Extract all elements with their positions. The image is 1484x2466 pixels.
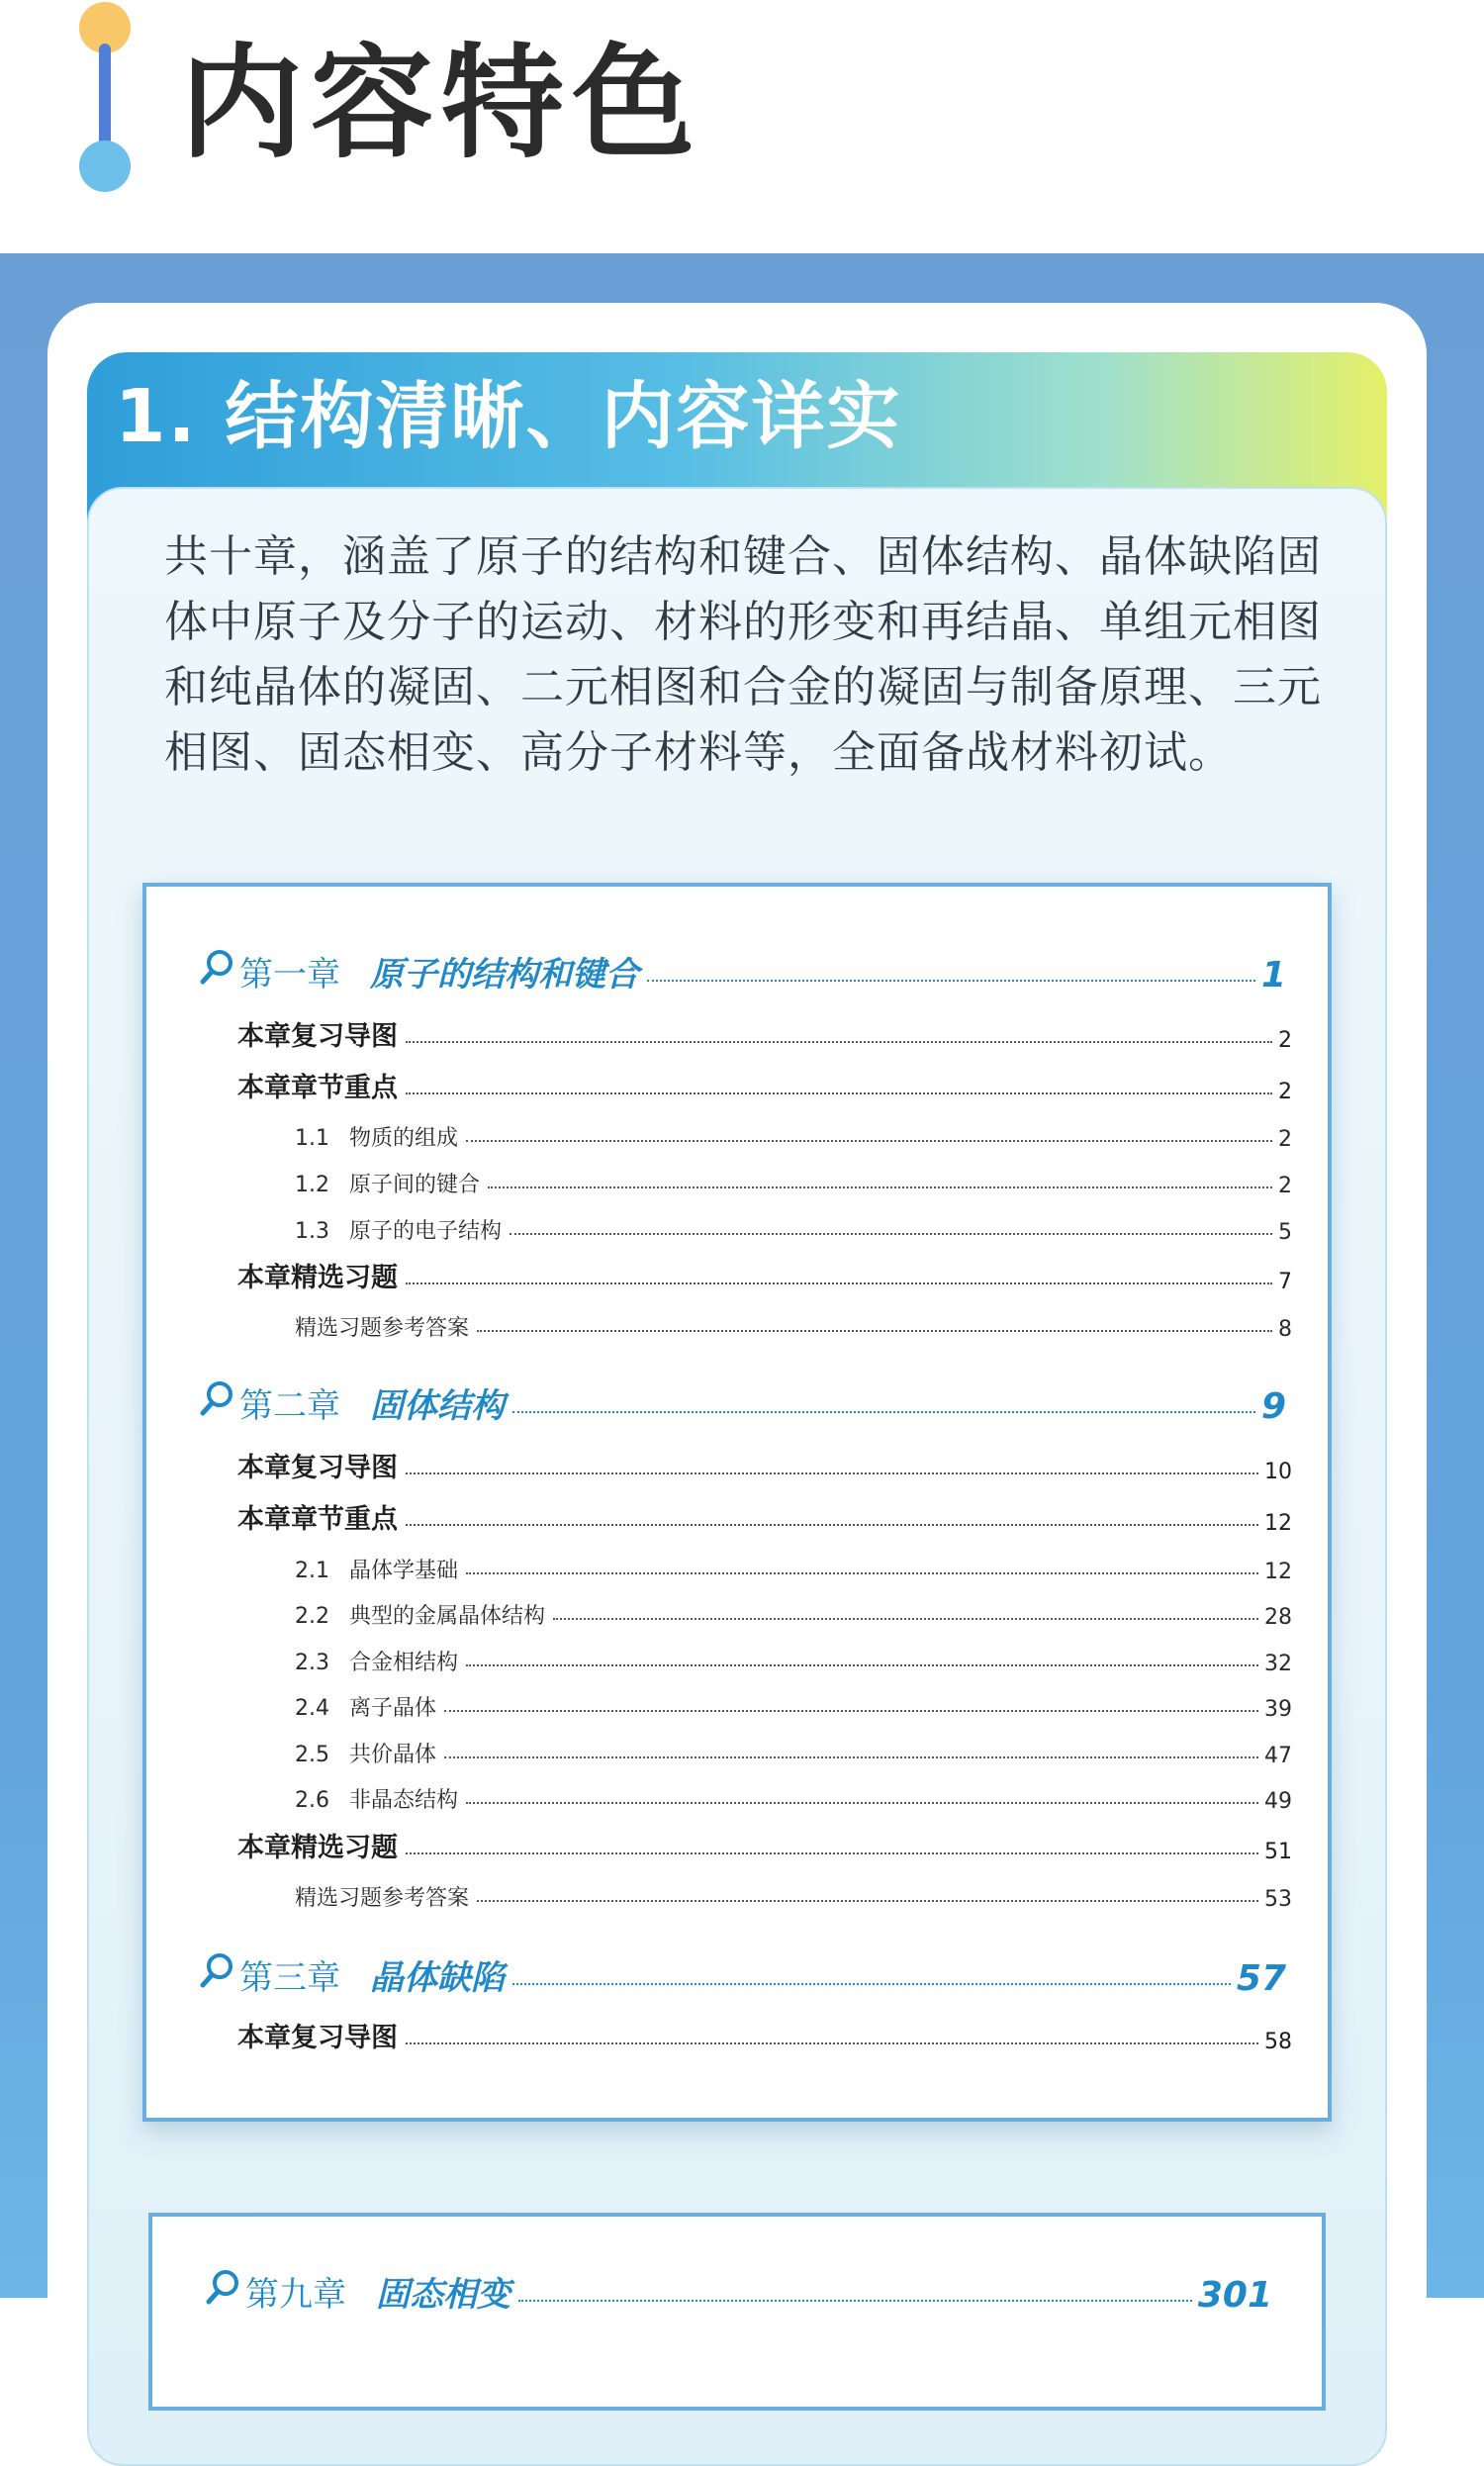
toc-leader bbox=[647, 980, 1255, 982]
toc-page-number: 12 bbox=[1264, 1560, 1292, 1584]
toc-chapter-row bbox=[206, 2266, 1272, 2316]
toc-page-number: 39 bbox=[1264, 1697, 1292, 1722]
toc-page-number: 9 bbox=[1260, 1386, 1286, 1427]
toc-entry-label: 本章精选习题 bbox=[237, 1833, 398, 1863]
toc-leader bbox=[518, 2300, 1192, 2302]
toc-chapter-row bbox=[200, 1377, 1286, 1427]
toc-entry-label: 本章复习导图 bbox=[237, 2023, 398, 2053]
toc-section-row bbox=[295, 1551, 1292, 1584]
toc-entry-label: 本章复习导图 bbox=[237, 1453, 398, 1483]
toc-section-number: 2.2 bbox=[295, 1604, 329, 1629]
toc-chapter-title: 晶体缺陷 bbox=[370, 1958, 505, 1998]
toc-page-number: 47 bbox=[1264, 1744, 1292, 1768]
toc-page-number: 53 bbox=[1264, 1887, 1292, 1912]
toc-chapter-title: 原子的结构和键合 bbox=[370, 955, 639, 995]
toc-chapter-number: 第二章 bbox=[239, 1386, 340, 1426]
toc-page-number: 32 bbox=[1264, 1652, 1292, 1676]
toc-section-number: 1.3 bbox=[295, 1219, 329, 1244]
toc-section-row bbox=[295, 1688, 1292, 1722]
toc-page-number: 8 bbox=[1278, 1317, 1292, 1342]
toc-section-number: 2.3 bbox=[295, 1651, 329, 1675]
toc-entry-row bbox=[237, 1825, 1292, 1864]
toc-page-preview bbox=[142, 883, 1332, 2122]
magnifier-icon bbox=[200, 1377, 235, 1417]
toc-entry-row bbox=[237, 1255, 1292, 1294]
page-header bbox=[0, 0, 1484, 253]
toc-chapter-title: 固体结构 bbox=[370, 1386, 505, 1426]
toc-entry-row bbox=[295, 1308, 1292, 1342]
toc-page-number: 2 bbox=[1278, 1080, 1292, 1104]
toc-section-row bbox=[295, 1118, 1292, 1152]
toc-section-row bbox=[295, 1735, 1292, 1768]
toc-section-title: 晶体学基础 bbox=[349, 1559, 459, 1583]
toc-section-row bbox=[295, 1596, 1292, 1630]
toc-section-title: 非晶态结构 bbox=[349, 1788, 459, 1813]
toc-section-number: 2.5 bbox=[295, 1743, 329, 1767]
toc-page-number: 2 bbox=[1278, 1174, 1292, 1198]
toc-page-number: 58 bbox=[1264, 2030, 1292, 2054]
toc-page-number: 7 bbox=[1278, 1270, 1292, 1294]
toc-section-number: 2.4 bbox=[295, 1696, 329, 1721]
toc-page-number: 57 bbox=[1236, 1958, 1286, 1999]
toc-entry-label: 本章章节重点 bbox=[237, 1504, 398, 1535]
toc-section-title: 原子间的键合 bbox=[349, 1173, 481, 1197]
toc-section-number: 1.2 bbox=[295, 1173, 329, 1197]
page-title: 内容特色 bbox=[180, 33, 703, 175]
toc-page-number: 12 bbox=[1264, 1511, 1292, 1536]
toc-section-number: 2.6 bbox=[295, 1788, 329, 1813]
toc-section-row bbox=[295, 1780, 1292, 1814]
toc-entry-row bbox=[237, 1496, 1292, 1536]
toc-page-number: 2 bbox=[1278, 1028, 1292, 1053]
toc-entry-label: 精选习题参考答案 bbox=[295, 1886, 470, 1911]
toc-chapter-number: 第一章 bbox=[239, 955, 340, 995]
toc-chapter-row bbox=[200, 946, 1286, 996]
toc-section-title: 物质的组成 bbox=[349, 1126, 459, 1151]
toc-section-title: 离子晶体 bbox=[349, 1696, 437, 1721]
pin-bar bbox=[99, 44, 111, 152]
toc-entry-label: 本章精选习题 bbox=[237, 1263, 398, 1293]
toc-entry-label: 本章章节重点 bbox=[237, 1073, 398, 1103]
toc-chapter-title: 固态相变 bbox=[376, 2275, 510, 2315]
toc-entry-row bbox=[237, 1013, 1292, 1053]
toc-leader bbox=[512, 1983, 1231, 1985]
toc-entry-row bbox=[295, 1878, 1292, 1912]
toc-section-row bbox=[295, 1165, 1292, 1198]
toc-chapter-number: 第九章 bbox=[245, 2275, 346, 2315]
pin-bottom-dot bbox=[79, 141, 131, 192]
toc-entry-row bbox=[237, 1065, 1292, 1104]
toc-section-title: 共价晶体 bbox=[349, 1743, 437, 1767]
magnifier-icon bbox=[200, 1949, 235, 1989]
toc-page-preview-second bbox=[148, 2213, 1326, 2411]
toc-page-number: 51 bbox=[1264, 1840, 1292, 1864]
toc-page-number: 2 bbox=[1278, 1127, 1292, 1152]
section-title: 1. 结构清晰、内容详实 bbox=[115, 374, 902, 459]
toc-section-title: 合金相结构 bbox=[349, 1651, 459, 1675]
toc-page-number: 301 bbox=[1197, 2275, 1272, 2316]
toc-page-number: 28 bbox=[1264, 1605, 1292, 1630]
toc-entry-row bbox=[237, 1445, 1292, 1484]
toc-entry-row bbox=[237, 2015, 1292, 2054]
toc-page-number: 10 bbox=[1264, 1460, 1292, 1484]
toc-section-row bbox=[295, 1643, 1292, 1676]
toc-section-row bbox=[295, 1211, 1292, 1245]
toc-entry-label: 精选习题参考答案 bbox=[295, 1316, 470, 1341]
section-intro: 共十章，涵盖了原子的结构和键合、固体结构、晶体缺陷固体中原子及分子的运动、材料的形变和再结晶、单组元相图和纯晶体的凝固、二元相图和合金的凝固与制备原理、三元相图、固态相变、高分子材料等，全面备战材料初试。 bbox=[164, 531, 1322, 778]
toc-leader bbox=[512, 1411, 1255, 1413]
magnifier-icon bbox=[206, 2266, 241, 2306]
pin-decoration-icon bbox=[75, 0, 135, 198]
toc-section-number: 1.1 bbox=[295, 1126, 329, 1151]
toc-section-title: 原子的电子结构 bbox=[349, 1219, 503, 1244]
toc-page-number: 5 bbox=[1278, 1220, 1292, 1245]
toc-section-number: 2.1 bbox=[295, 1559, 329, 1583]
toc-entry-label: 本章复习导图 bbox=[237, 1021, 398, 1052]
toc-page-number: 49 bbox=[1264, 1789, 1292, 1814]
toc-section-title: 典型的金属晶体结构 bbox=[349, 1604, 546, 1629]
toc-chapter-row bbox=[200, 1949, 1286, 1999]
toc-chapter-number: 第三章 bbox=[239, 1958, 340, 1998]
toc-page-number: 1 bbox=[1260, 955, 1286, 996]
magnifier-icon bbox=[200, 946, 235, 986]
